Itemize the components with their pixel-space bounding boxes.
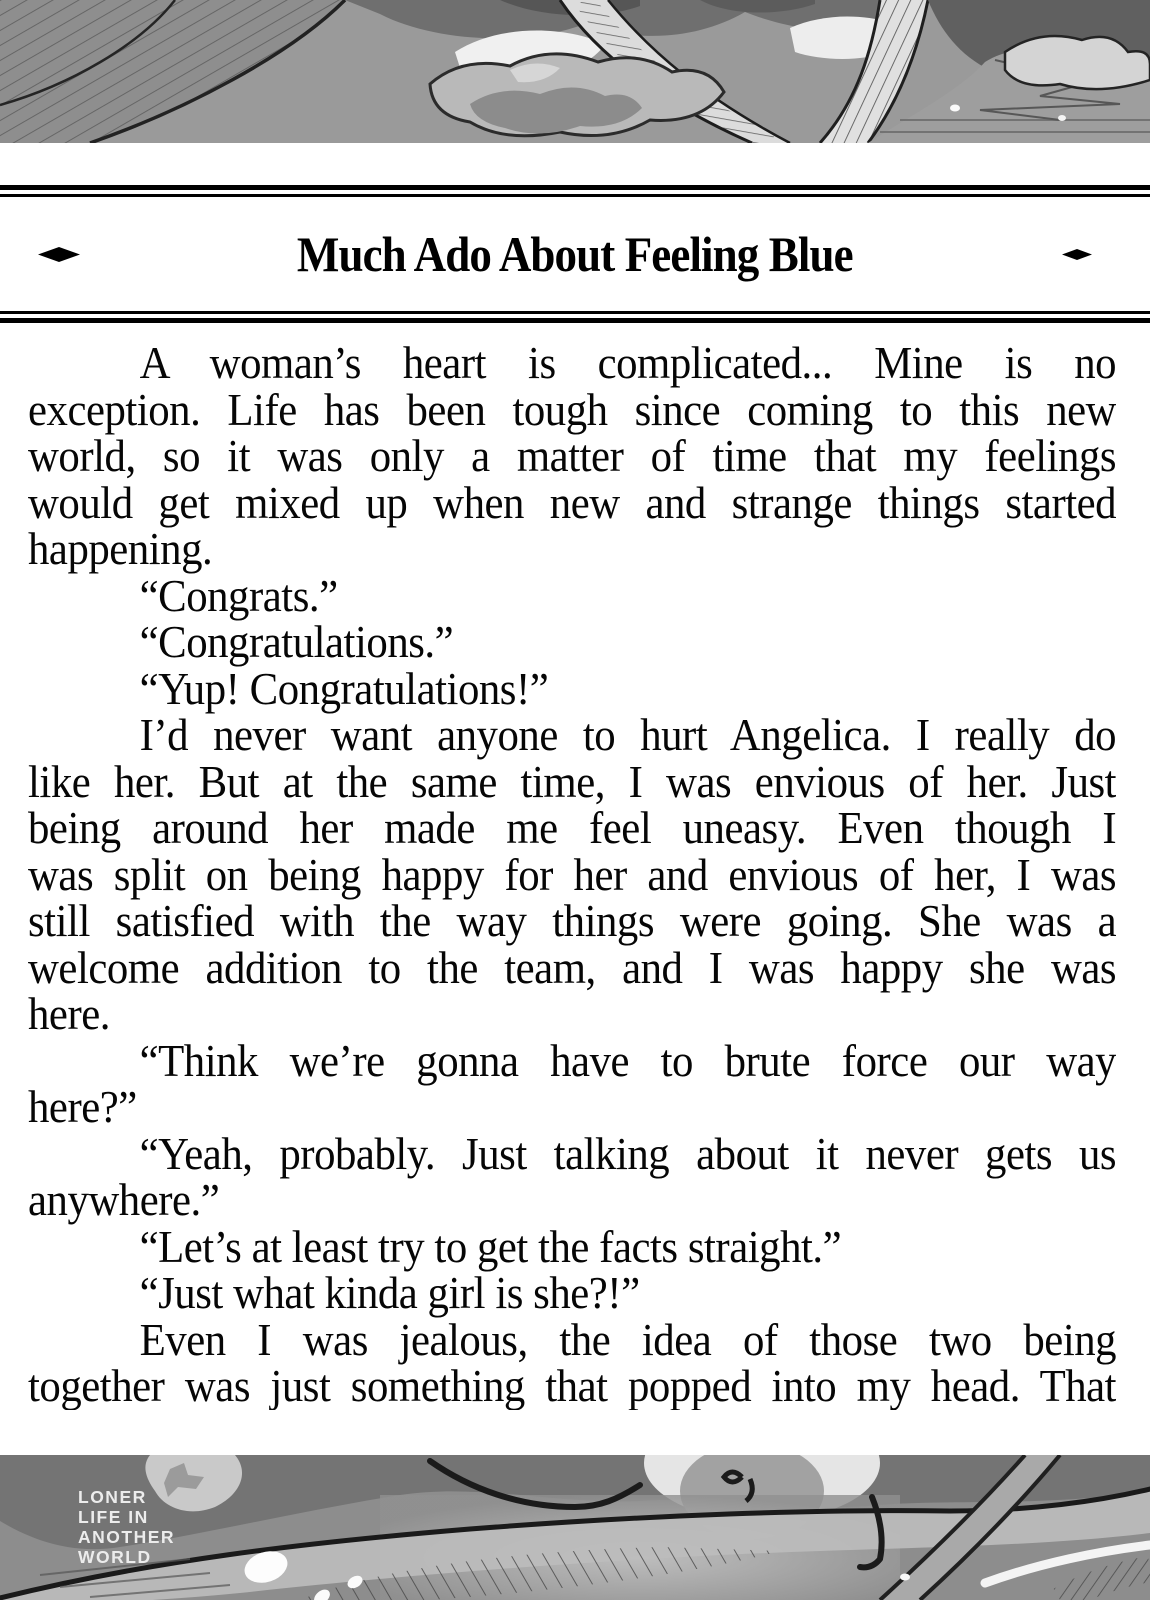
body-line: I’d never want anyone to hurt Angelica. I really do bbox=[139, 709, 1116, 760]
diamond-ornament-right-icon bbox=[1062, 249, 1092, 260]
body-text bbox=[28, 340, 1116, 1410]
body-line: together was just something that popped into my head. That bbox=[28, 1360, 1116, 1410]
chapter-title-row bbox=[0, 197, 1150, 311]
publisher-logo-line: WORLD bbox=[78, 1547, 152, 1567]
body-line: “Yup! Congratulations!” bbox=[139, 662, 549, 714]
chapter-title: Much Ado About Feeling Blue bbox=[297, 226, 853, 282]
top-artwork-illustration bbox=[0, 0, 1150, 143]
body-line: happening. bbox=[28, 523, 213, 574]
publisher-logo bbox=[78, 1487, 175, 1567]
publisher-logo-line: LONER bbox=[78, 1487, 147, 1507]
body-line: still satisfied with the way things were going. She was a bbox=[28, 895, 1116, 946]
body-line: “Just what kinda girl is she?!” bbox=[139, 1267, 640, 1318]
bottom-artwork bbox=[0, 1455, 1150, 1600]
body-line: “Think we’re gonna have to brute force our way bbox=[139, 1034, 1116, 1086]
publisher-logo-line: LIFE IN bbox=[78, 1507, 149, 1527]
body-line: being around her made me feel uneasy. Even though I bbox=[28, 802, 1116, 853]
body-line: world, so it was only a matter of time that my feelings bbox=[28, 430, 1116, 481]
body-line: was split on being happy for her and envious of her, I was bbox=[28, 848, 1116, 900]
body-line: “Congrats.” bbox=[139, 569, 338, 621]
publisher-logo-line: ANOTHER bbox=[78, 1527, 176, 1547]
body-line: exception. Life has been tough since coming to this new bbox=[28, 383, 1116, 435]
title-block bbox=[0, 185, 1150, 323]
title-rule-bottom-thick bbox=[0, 318, 1150, 323]
body-line: here. bbox=[28, 988, 110, 1039]
diamond-ornament-left-icon bbox=[38, 247, 80, 262]
body-line: Even I was jealous, the idea of those two being bbox=[139, 1313, 1116, 1365]
body-line: “Let’s at least try to get the facts straight.” bbox=[139, 1220, 842, 1272]
body-line: “Yeah, probably. Just talking about it never gets us bbox=[139, 1127, 1116, 1179]
top-artwork bbox=[0, 0, 1150, 143]
body-line: like her. But at the same time, I was envious of her. Just bbox=[28, 755, 1116, 807]
body-line: here?” bbox=[28, 1081, 137, 1132]
body-line: anywhere.” bbox=[28, 1174, 220, 1225]
body-line: A woman’s heart is complicated... Mine is no bbox=[139, 340, 1116, 388]
body-line: welcome addition to the team, and I was happy she was bbox=[28, 941, 1116, 993]
body-line: would get mixed up when new and strange things started bbox=[28, 476, 1116, 528]
top-whitespace bbox=[0, 143, 1150, 185]
body-line: “Congratulations.” bbox=[139, 616, 454, 667]
